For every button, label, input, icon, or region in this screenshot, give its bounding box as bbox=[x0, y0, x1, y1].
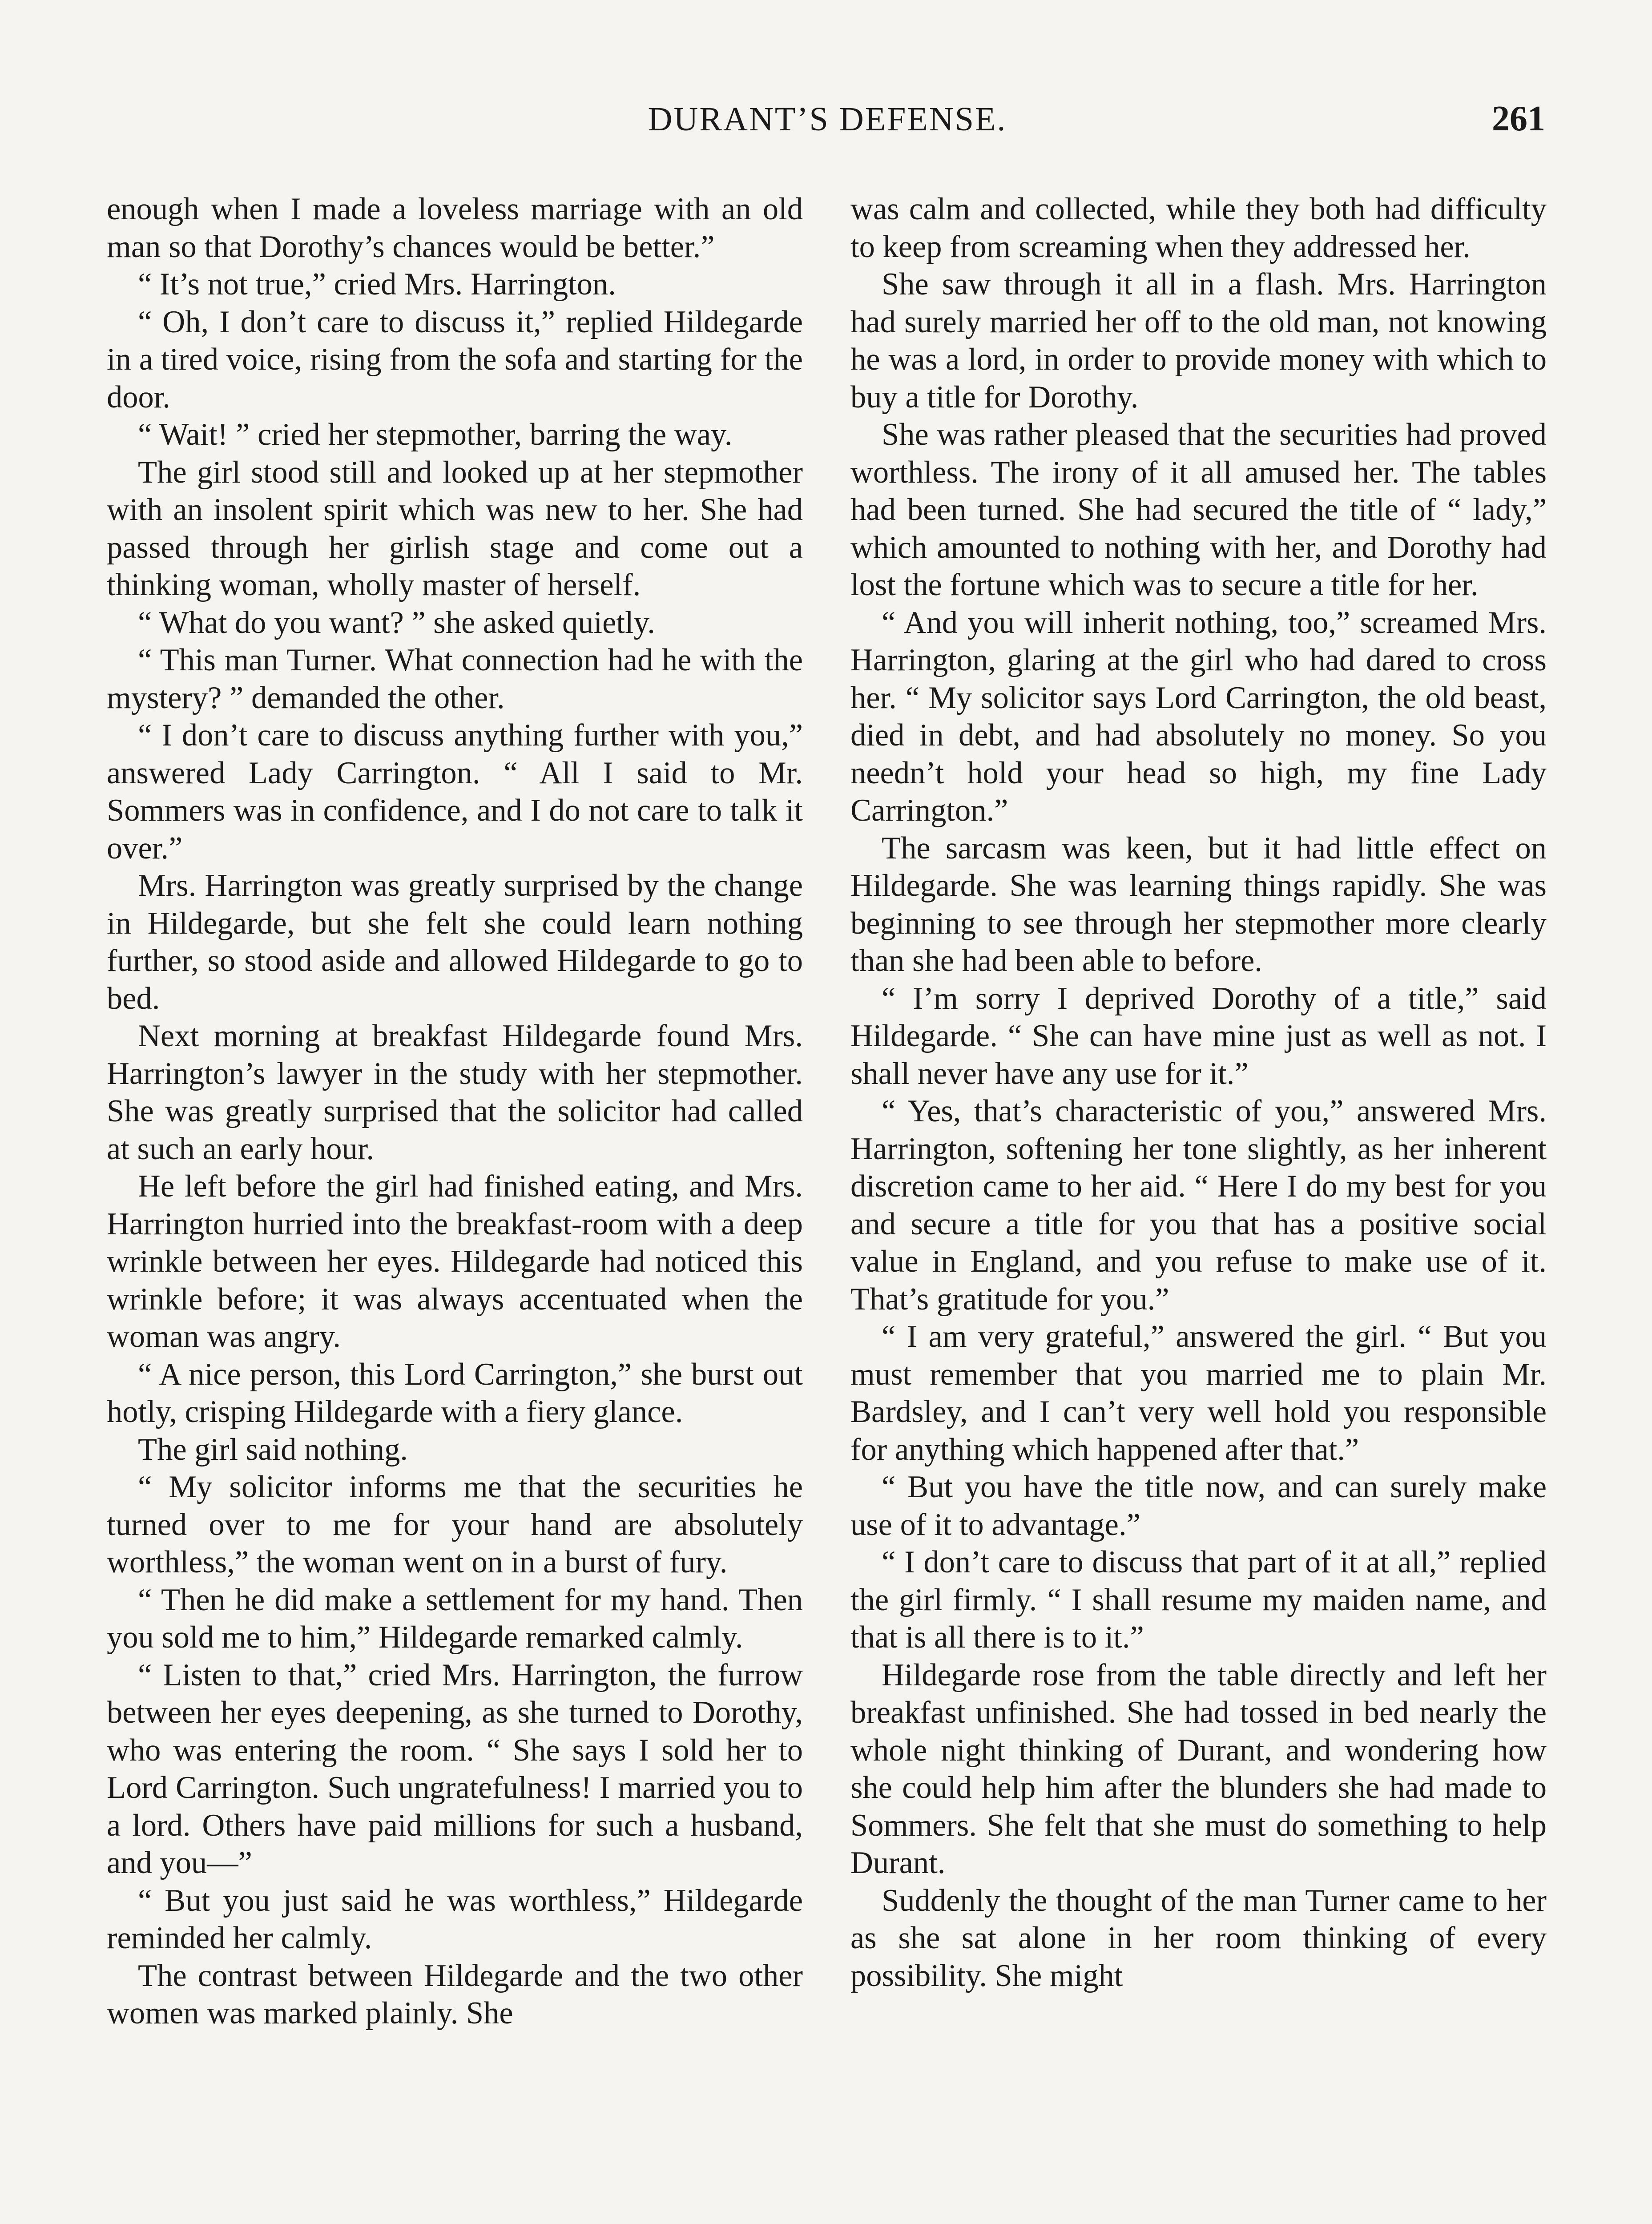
paragraph: “ It’s not true,” cried Mrs. Harrington. bbox=[138, 267, 616, 302]
paragraph: “ Oh, I don’t care to discuss it,” replied Hildegarde in a tired voice, rising from the sofa and starting for the door. bbox=[107, 304, 803, 415]
right-column bbox=[850, 190, 1547, 1994]
paragraph: “ I’m sorry I deprived Dorothy of a title,” said Hildegarde. “ She can have mine just as well as not. I shall never have any use for it.” bbox=[850, 981, 1547, 1091]
paragraph: “ I don’t care to discuss that part of it at all,” replied the girl firmly. “ I shall resume my maiden name, and that is all there is to it.” bbox=[850, 1545, 1547, 1655]
paragraph: Mrs. Harrington was greatly surprised by the change in Hildegarde, but she felt she could learn nothing further, so stood aside and allowed Hildegarde to go to bed. bbox=[107, 868, 803, 1016]
paragraph: “ But you have the title now, and can surely make use of it to advantage.” bbox=[850, 1470, 1547, 1542]
paragraph: “ What do you want? ” she asked quietly. bbox=[138, 605, 655, 640]
left-column bbox=[107, 190, 803, 2032]
paragraph: “ Yes, that’s characteristic of you,” answered Mrs. Harrington, softening her tone slightly, as her inherent discretion came to her aid. “ Here I do my best for you and secure a title for you that has a positive social value in England, and you refuse to make use of it. That’s gratitude for you.” bbox=[850, 1094, 1547, 1317]
paragraph: The contrast between Hildegarde and the two other women was marked plainly. She bbox=[107, 1958, 803, 2031]
paragraph: was calm and collected, while they both had difficulty to keep from screaming when they addressed her. bbox=[850, 192, 1547, 264]
page-number: 261 bbox=[1492, 99, 1545, 138]
paragraph: “ Wait! ” cried her stepmother, barring the way. bbox=[138, 417, 733, 452]
paragraph: She was rather pleased that the securities had proved worthless. The irony of it all amused her. The tables had been turned. She had secured the title of “ lady,” which amounted to nothing with her, and Dorothy had lost the fortune which was to secure a title for her. bbox=[850, 417, 1547, 602]
paragraph: “ This man Turner. What connection had he with the mystery? ” demanded the other. bbox=[107, 643, 803, 715]
paragraph: “ And you will inherit nothing, too,” screamed Mrs. Harrington, glaring at the girl who had dared to cross her. “ My solicitor says Lord Carrington, the old beast, died in debt, and had absolutely no money. So you needn’t hold your head so high, my fine Lady Carrington.” bbox=[850, 605, 1547, 828]
paragraph: “ But you just said he was worthless,” Hildegarde reminded her calmly. bbox=[107, 1883, 803, 1955]
paragraph: “ I am very grateful,” answered the girl. “ But you must remember that you married me to plain Mr. Bardsley, and I can’t very well hold you responsible for anything which happened after that.” bbox=[850, 1319, 1547, 1467]
paragraph: “ My solicitor informs me that the securities he turned over to me for your hand are absolutely worthless,” the woman went on in a burst of fury. bbox=[107, 1470, 803, 1579]
paragraph: Suddenly the thought of the man Turner came to her as she sat alone in her room thinking of every possibility. She might bbox=[850, 1883, 1547, 1993]
paragraph: “ I don’t care to discuss anything further with you,” answered Lady Carrington. “ All I said to Mr. Sommers was in confidence, and I do not care to talk it over.” bbox=[107, 718, 803, 866]
paragraph: Next morning at breakfast Hildegarde found Mrs. Harrington’s lawyer in the study with her stepmother. She was greatly surprised that the solicitor had called at such an early hour. bbox=[107, 1019, 803, 1166]
paragraph: The girl stood still and looked up at her stepmother with an insolent spirit which was new to her. She had passed through her girlish stage and come out a thinking woman, wholly master of herself. bbox=[107, 455, 803, 602]
paragraph: “ A nice person, this Lord Carrington,” she burst out hotly, crisping Hildegarde with a fiery glance. bbox=[107, 1357, 803, 1429]
paragraph: The girl said nothing. bbox=[138, 1432, 408, 1467]
paragraph: She saw through it all in a flash. Mrs. Harrington had surely married her off to the old man, not knowing he was a lord, in order to provide money with which to buy a title for Dorothy. bbox=[850, 267, 1547, 415]
paragraph: Hildegarde rose from the table directly and left her breakfast unfinished. She had tossed in bed nearly the whole night thinking of Durant, and wondering how she could help him after the blunders she had made to Sommers. She felt that she must do something to help Durant. bbox=[850, 1657, 1547, 1880]
paragraph: “ Listen to that,” cried Mrs. Harrington, the furrow between her eyes deepening, as she turned to Dorothy, who was entering the room. “ She says I sold her to Lord Carrington. Such ungratefulness! I married you to a lord. Others have paid millions for such a husband, and you—” bbox=[107, 1657, 803, 1880]
running-title: DURANT’S DEFENSE. bbox=[648, 101, 1007, 138]
paragraph: “ Then he did make a settlement for my hand. Then you sold me to him,” Hildegarde remarked calmly. bbox=[107, 1582, 803, 1655]
paragraph: The sarcasm was keen, but it had little effect on Hildegarde. She was learning things rapidly. She was beginning to see through her stepmother more clearly than she had been able to before. bbox=[850, 830, 1547, 978]
paragraph: enough when I made a loveless marriage with an old man so that Dorothy’s chances would be better.” bbox=[107, 192, 803, 264]
paragraph: He left before the girl had finished eating, and Mrs. Harrington hurried into the breakfast-room with a deep wrinkle between her eyes. Hildegarde had noticed this wrinkle before; it was always accentuated when the woman was angry. bbox=[107, 1169, 803, 1354]
